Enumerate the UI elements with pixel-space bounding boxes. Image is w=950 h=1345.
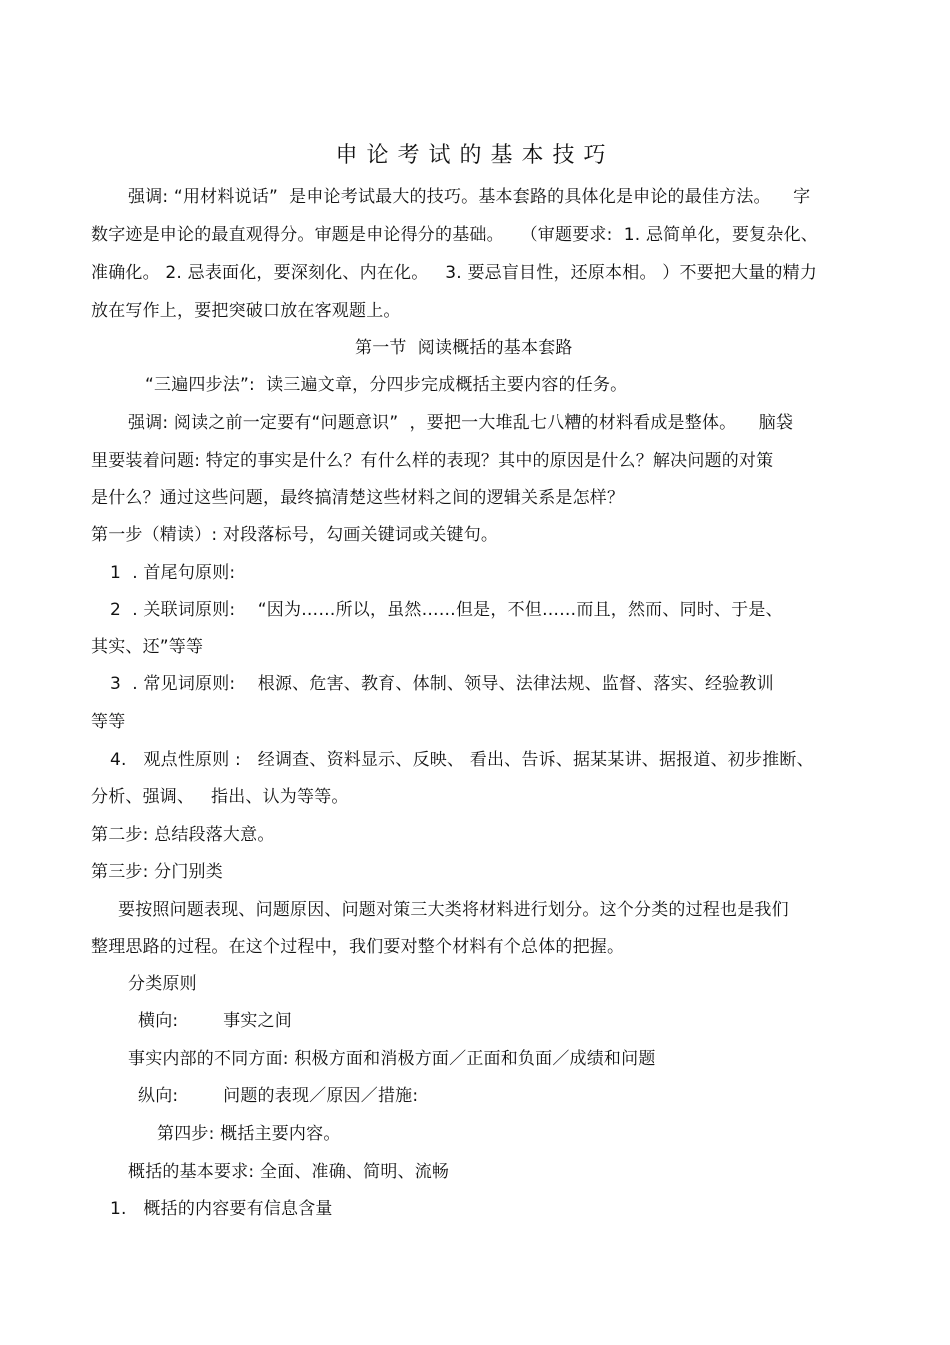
list-item: 1. 概括的内容要有信息含量 xyxy=(110,1199,333,1219)
list-item-continuation: 等等 xyxy=(91,712,126,732)
step-heading: 第二步: 总结段落大意。 xyxy=(91,825,275,845)
list-item: 4. 观点性原则 : 经调查、资料显示、反映、 看出、告诉、据某某讲、据报道、初步推断、 xyxy=(110,750,814,770)
step-heading: 第四步: 概括主要内容。 xyxy=(157,1124,341,1144)
paragraph-line: 整理思路的过程。在这个过程中，我们要对整个材料有个总体的把握。 xyxy=(91,937,625,957)
document-title: 申论考试的基本技巧 xyxy=(335,143,615,168)
paragraph-line: 里要装着问题: 特定的事实是什么？有什么样的表现？其中的原因是什么？解决问题的对策 xyxy=(91,451,774,471)
list-item-continuation: 其实、还”等等 xyxy=(91,637,204,657)
paragraph-line: 横向: 事实之间 xyxy=(138,1011,292,1031)
list-item-continuation: 分析、强调、 指出、认为等等。 xyxy=(91,787,349,807)
paragraph-line: 放在写作上，要把突破口放在客观题上。 xyxy=(91,301,401,321)
paragraph-line: 准确化。 2. 忌表面化，要深刻化、内在化。 3. 要忌盲目性，还原本相。 ）不要把大量的精力 xyxy=(91,263,818,283)
list-item: 1 . 首尾句原则: xyxy=(110,563,236,583)
paragraph-line: 分类原则 xyxy=(128,974,197,994)
step-heading: 第三步: 分门别类 xyxy=(91,862,223,882)
paragraph-line: 概括的基本要求: 全面、准确、简明、流畅 xyxy=(128,1162,450,1182)
paragraph-line: 强调: 阅读之前一定要有“问题意识” ，要把一大堆乱七八糟的材料看成是整体。 脑袋 xyxy=(128,413,794,433)
list-item: 2 . 关联词原则: “因为……所以，虽然……但是，不但……而且，然而、同时、于是、 xyxy=(110,600,783,620)
paragraph-line: 要按照问题表现、问题原因、问题对策三大类将材料进行划分。这个分类的过程也是我们 xyxy=(118,900,789,920)
paragraph-line: 强调: “用材料说话” 是申论考试最大的技巧。基本套路的具体化是申论的最佳方法。 字 xyxy=(128,187,811,207)
paragraph-line: 事实内部的不同方面: 积极方面和消极方面／正面和负面／成绩和问题 xyxy=(128,1049,656,1069)
step-heading: 第一步（精读）: 对段落标号，勾画关键词或关键句。 xyxy=(91,525,499,545)
list-item: 3 . 常见词原则: 根源、危害、教育、体制、领导、法律法规、监督、落实、经验教训 xyxy=(110,674,774,694)
paragraph-line: 数字迹是申论的最直观得分。审题是申论得分的基础。 （审题要求: 1. 忌简单化，要复杂化、 xyxy=(91,225,818,245)
section-heading: 第一节 阅读概括的基本套路 xyxy=(355,338,573,358)
paragraph-line: “三遍四步法”: 读三遍文章，分四步完成概括主要内容的任务。 xyxy=(145,375,628,395)
paragraph-line: 纵向: 问题的表现／原因／措施: xyxy=(138,1086,419,1106)
paragraph-line: 是什么？通过这些问题，最终搞清楚这些材料之间的逻辑关系是怎样？ xyxy=(91,488,625,508)
